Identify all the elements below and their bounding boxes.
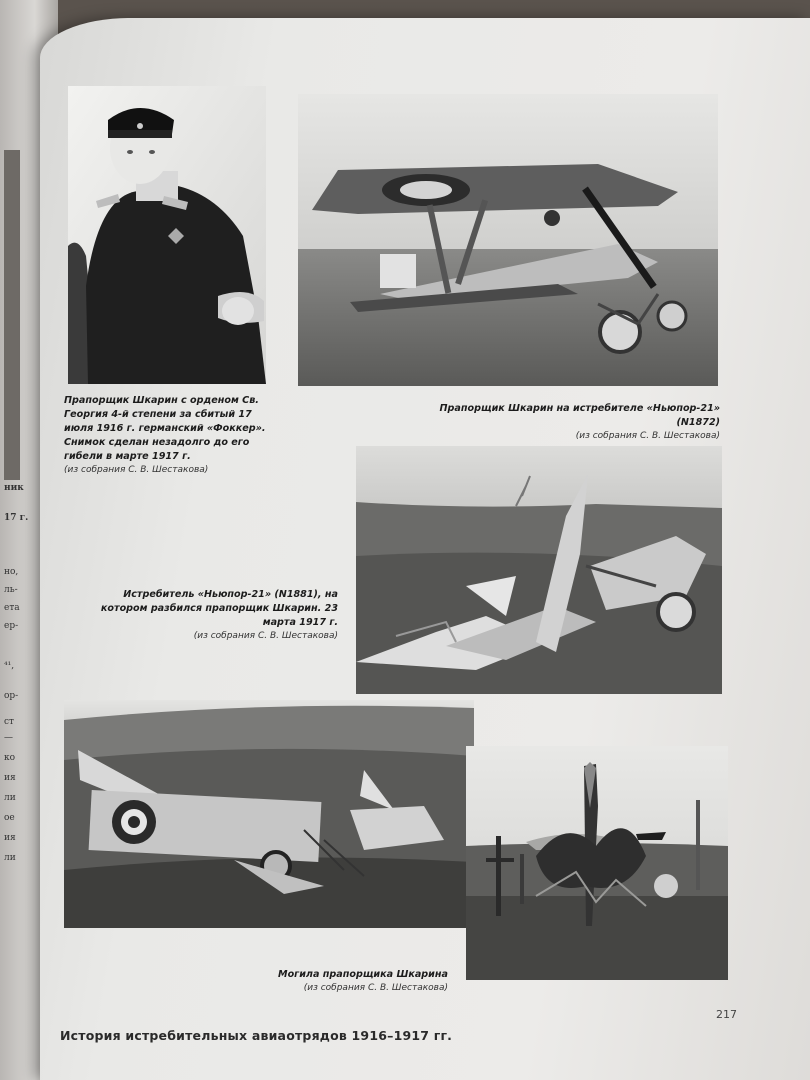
caption-grave bbox=[250, 968, 448, 995]
previous-page-photo-fragment bbox=[4, 150, 20, 480]
caption-crash-text: Истребитель «Ньюпор-21» (N1881), на котором разбился прапорщик Шкарин. 23 марта 1917 г. bbox=[100, 589, 338, 628]
prev-page-fragment: ор- bbox=[4, 691, 19, 701]
prev-page-fragment: ер- bbox=[4, 621, 19, 631]
caption-portrait-source: (из собрания С. В. Шестакова) bbox=[64, 464, 209, 475]
caption-nieuport-source: (из собрания С. В. Шестакова) bbox=[575, 430, 720, 441]
prev-page-fragment: ия bbox=[4, 773, 16, 783]
caption-nieuport-text: Прапорщик Шкарин на истребителе «Ньюпор-21» (N1872) bbox=[439, 403, 720, 428]
prev-page-fragment: ль- bbox=[4, 585, 18, 595]
wreckage-photo bbox=[64, 700, 474, 928]
grave-photo bbox=[466, 746, 728, 980]
portrait-photo bbox=[68, 86, 266, 384]
prev-page-fragment: ли bbox=[4, 853, 16, 863]
prev-page-fragment: ст bbox=[4, 717, 15, 727]
caption-grave-text: Могила прапорщика Шкарина bbox=[278, 969, 448, 980]
running-title: История истребительных авиаотрядов 1916–1917 гг. bbox=[60, 1028, 453, 1043]
caption-grave-source: (из собрания С. В. Шестакова) bbox=[303, 982, 448, 993]
prev-page-fragment: — bbox=[4, 733, 13, 743]
caption-crash bbox=[92, 588, 338, 643]
caption-nieuport bbox=[420, 402, 720, 443]
caption-portrait-text: Прапорщик Шкарин с орденом Св. Георгия 4-й степени за сбитый 17 июля 1916 г. германский «Фоккер». Снимок сделан незадолго до его гибели в марте 1917 г. bbox=[64, 395, 266, 462]
crash-photo bbox=[356, 446, 722, 694]
prev-page-fragment: ли bbox=[4, 793, 16, 803]
page-number: 217 bbox=[716, 1008, 737, 1021]
prev-page-fragment: 17 г. bbox=[4, 513, 29, 523]
caption-crash-source: (из собрания С. В. Шестакова) bbox=[193, 630, 338, 641]
prev-page-fragment: ко bbox=[4, 753, 16, 763]
nieuport-photo bbox=[298, 94, 718, 386]
prev-page-fragment: ета bbox=[4, 603, 20, 613]
prev-page-fragment: ия bbox=[4, 833, 16, 843]
prev-page-fragment: ⁴¹, bbox=[4, 661, 15, 671]
caption-portrait bbox=[64, 394, 270, 477]
prev-page-fragment: но, bbox=[4, 567, 19, 577]
prev-page-fragment: ое bbox=[4, 813, 15, 823]
prev-page-fragment: ник bbox=[4, 483, 24, 493]
